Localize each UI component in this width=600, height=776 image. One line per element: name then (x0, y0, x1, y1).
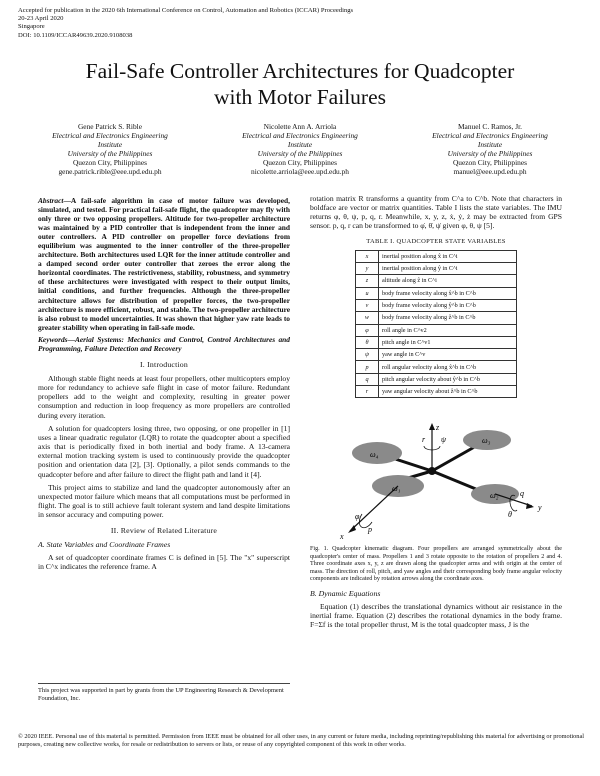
author-city: Quezon City, Philippines (452, 158, 528, 168)
subsection-heading: B. Dynamic Equations (310, 589, 381, 599)
publication-note (18, 7, 578, 40)
keywords (38, 335, 290, 353)
paragraph: A set of quadcopter coordinate frames C is defined in [5]. The "x" superscript in C^x indicates the reference frame. A (38, 552, 290, 571)
phi-label: φ (355, 512, 360, 522)
pub-note-line: 20-23 April 2020 (18, 15, 64, 23)
omega2-label: ω₂ (490, 491, 499, 501)
table-row (356, 312, 517, 324)
author-university: University of the Philippines (67, 149, 153, 159)
x-axis (350, 486, 398, 531)
table-row (356, 373, 517, 385)
omega1-label: ω₁ (392, 484, 401, 494)
state-description: body frame velocity along ŷ^b in C^b (379, 299, 517, 311)
paragraph: Equation (1) describes the translational dynamics without air resistance in the inertial frame. Equation (2) describes the rotational dynamics in the body frame. F=Σf is the total propeller thrust, M is the total quadcopter mass, J is the (310, 601, 562, 629)
quadcopter-diagram (310, 406, 562, 546)
state-symbol: x (356, 250, 379, 262)
state-description: roll angular velocity along x̂^b in C^b (379, 361, 517, 373)
state-symbol: z (356, 275, 379, 287)
pub-note-line: Accepted for publication in the 2020 6th International Conference on Control, Automation and Robotics (ICCAR) Proceedings (18, 7, 354, 14)
title-line-1: Fail-Safe Controller Architectures for Quadcopter (85, 59, 515, 83)
table-row (356, 336, 517, 348)
state-description: roll angle in C^v2 (379, 324, 517, 336)
author-university: University of the Philippines (447, 149, 533, 159)
state-symbol: u (356, 287, 379, 299)
author-email: manuel@eee.upd.edu.ph (453, 167, 527, 177)
figure-caption: Fig. 1. Quadcopter kinematic diagram. Four propellers are arranged symmetrically about the quadcopter's center of mass. Propellers 1 and 3 rotate opposite to the rotation of propellers 2 and 4. Three coordinate axes x, y, z are drawn along the quadcopter arms and with origin at the center of mass. The direction of roll, pitch, and yaw angles and their corresponding body frame angular velocity components are indicated by rotation arrows along the coordinate axes. (310, 546, 562, 582)
state-description: inertial position along x̂ in C^i (379, 250, 517, 262)
table-row (356, 386, 517, 398)
state-symbol: r (356, 386, 379, 398)
r-label: r (422, 435, 426, 445)
right-column (310, 194, 562, 633)
state-description: yaw angular velocity about ẑ^b in C^b (379, 386, 517, 398)
table-row (356, 275, 517, 287)
state-description: inertial position along ŷ in C^i (379, 263, 517, 275)
keywords-label: Keywords (38, 334, 68, 344)
state-description: pitch angle in C^v1 (379, 336, 517, 348)
state-description: altitude along ẑ in C^i (379, 275, 517, 287)
theta-label: θ (508, 510, 512, 520)
p-label: p (368, 525, 372, 535)
author-dept: Institute (97, 140, 123, 150)
author-name: Manuel C. Ramos, Jr. (457, 122, 523, 131)
omega4-label: ω₄ (370, 450, 379, 460)
author (210, 122, 390, 177)
author-dept: Electrical and Electronics Engineering (242, 131, 358, 141)
state-symbol: q (356, 373, 379, 385)
state-symbol: w (356, 312, 379, 324)
omega3-label: ω₃ (482, 436, 491, 446)
q-label: q (520, 489, 524, 499)
state-symbol: v (356, 299, 379, 311)
section-heading: I. Introduction (139, 359, 189, 369)
author-name: Nicolette Ann A. Arriola (263, 122, 337, 131)
state-variable-table (355, 250, 517, 399)
abstract-label: Abstract (38, 196, 64, 205)
author-block (20, 122, 580, 177)
table-row (356, 287, 517, 299)
pub-note-line: DOI: 10.1109/ICCAR49639.2020.9108038 (18, 31, 133, 39)
title-line-2: with Motor Failures (214, 85, 386, 109)
z-label: z (436, 423, 440, 433)
state-symbol: ψ (356, 349, 379, 361)
author-city: Quezon City, Philippines (72, 158, 148, 168)
abstract (38, 196, 290, 332)
table-row (356, 263, 517, 275)
author-email: nicolette.arriola@eee.upd.edu.ph (251, 167, 349, 177)
author-university: University of the Philippines (257, 149, 343, 159)
state-symbol: y (356, 263, 379, 275)
table-row (356, 324, 517, 336)
state-description: yaw angle in C^v (379, 349, 517, 361)
author-dept: Institute (287, 140, 313, 150)
state-symbol: φ (356, 324, 379, 336)
section-heading: II. Review of Related Literature (110, 526, 218, 536)
author (400, 122, 580, 177)
author-email: gene.patrick.rible@eee.upd.edu.ph (58, 167, 162, 177)
author (20, 122, 200, 177)
subsection-heading: A. State Variables and Coordinate Frames (38, 540, 171, 550)
psi-label: ψ (441, 435, 446, 445)
state-description: body frame velocity along x̂^b in C^b (379, 287, 517, 299)
left-column (38, 196, 290, 575)
table-row (356, 349, 517, 361)
paragraph: This project aims to stabilize and land the quadcopter autonomously after an unexpected motor failure which means that all computations must be performed in flight. The goal is to still achieve fault tolerant system and land despite limitations in sensor accuracy and computing power. (38, 482, 290, 520)
copyright-notice: © 2020 IEEE. Personal use of this material is permitted. Permission from IEEE must be obtained for all other uses, in any current or future media, including reprinting/republishing this material for advertising or promotional purposes, creating new collective works, for resale or redistribution to servers or lists, or reuse of any copyrighted component of this work in other works. (18, 733, 584, 748)
state-description: pitch angular velocity about ŷ^b in C^b (379, 373, 517, 385)
table-row (356, 299, 517, 311)
author-city: Quezon City, Philippines (262, 158, 338, 168)
state-symbol: θ (356, 336, 379, 348)
keywords-text: —Aerial Systems: Mechanics and Control, Control Architectures and Programming, Failure Detection and Recovery (38, 334, 290, 353)
z-arrowhead (429, 423, 435, 430)
paper-title (0, 58, 600, 110)
footnote: This project was supported in part by grants from the UP Engineering Research & Development Foundation, Inc. (38, 683, 290, 703)
author-dept: Electrical and Electronics Engineering (432, 131, 548, 141)
table-caption: TABLE I. QUADCOPTER STATE VARIABLES (366, 237, 506, 245)
pub-note-line: Singapore (18, 23, 45, 31)
paragraph: A solution for quadcopters losing three, two opposing, or one propeller in [1] uses a linear quadratic regulator (LQR) to rotate the quadcopter about a specified axis that is periodically fixed in both inertial and body frame. A 13-camera external motion tracking system is used to continuously provide the quadcopter position and orientation data [2], [3]. Optionally, a pilot sends commands to the quadcopter before and after failure to direct the flight path and land it [4]. (38, 423, 290, 479)
state-symbol: p (356, 361, 379, 373)
state-description: body frame velocity along ẑ^b in C^b (379, 312, 517, 324)
x-label: x (340, 532, 344, 542)
paragraph: rotation matrix R transforms a quantity from C^a to C^b. Note that characters in boldface are vector or matrix quantities. Table I lists the state variables. The IMU returns φ, θ, ψ, p, q, r. Meanwhile, x, y, z, ẋ, ẏ, ż may be extracted from GPS sensor. p, q, r can be transformed to φ̇, θ̇, ψ̇ given φ, θ, ψ [5]. (310, 194, 562, 231)
table-row (356, 361, 517, 373)
y-arrowhead (526, 503, 534, 509)
author-dept: Electrical and Electronics Engineering (52, 131, 168, 141)
table-row (356, 250, 517, 262)
author-name: Gene Patrick S. Rible (77, 122, 143, 131)
paragraph: Although stable flight needs at least four propellers, other multicopters employ more for redundancy to achieve safe flight in case of motor failure. Redundant propellers add to the weight and complexity, resulting in greater power consumption and reduction in loop frequency as more propellers are controlled during every iteration. (38, 373, 290, 420)
y-label: y (538, 503, 542, 513)
abstract-text: —A fail-safe algorithm in case of motor failure was developed, simulated, and tested. For practical fail-safe flight, the quadcopter may fly with only three or two opposing propellers. Altitude for two-propeller architecture was maintained by a PID controller that is independent from the inner and outer controllers. A PID controller on propeller force deviations from equilibrium was augmented to the inner controller of the three-propeller architecture. Both architectures used LQR for the inner attitude controller and a damped second order outer controller that zeroes the error along the horizontal coordinates. The restrictiveness, stability, robustness, and symmetry of these architectures were investigated with respect to their output limits, initial conditions, and further frequencies. Although the three-propeller architecture allows for distribution of propeller forces, the two-propeller architecture is more efficient, robust, and stable. The two-propeller architecture is also robust to model uncertainties. It was shown that higher yaw rate leads to greater stability when operating in fail-safe mode. (38, 196, 290, 332)
author-dept: Institute (477, 140, 503, 150)
